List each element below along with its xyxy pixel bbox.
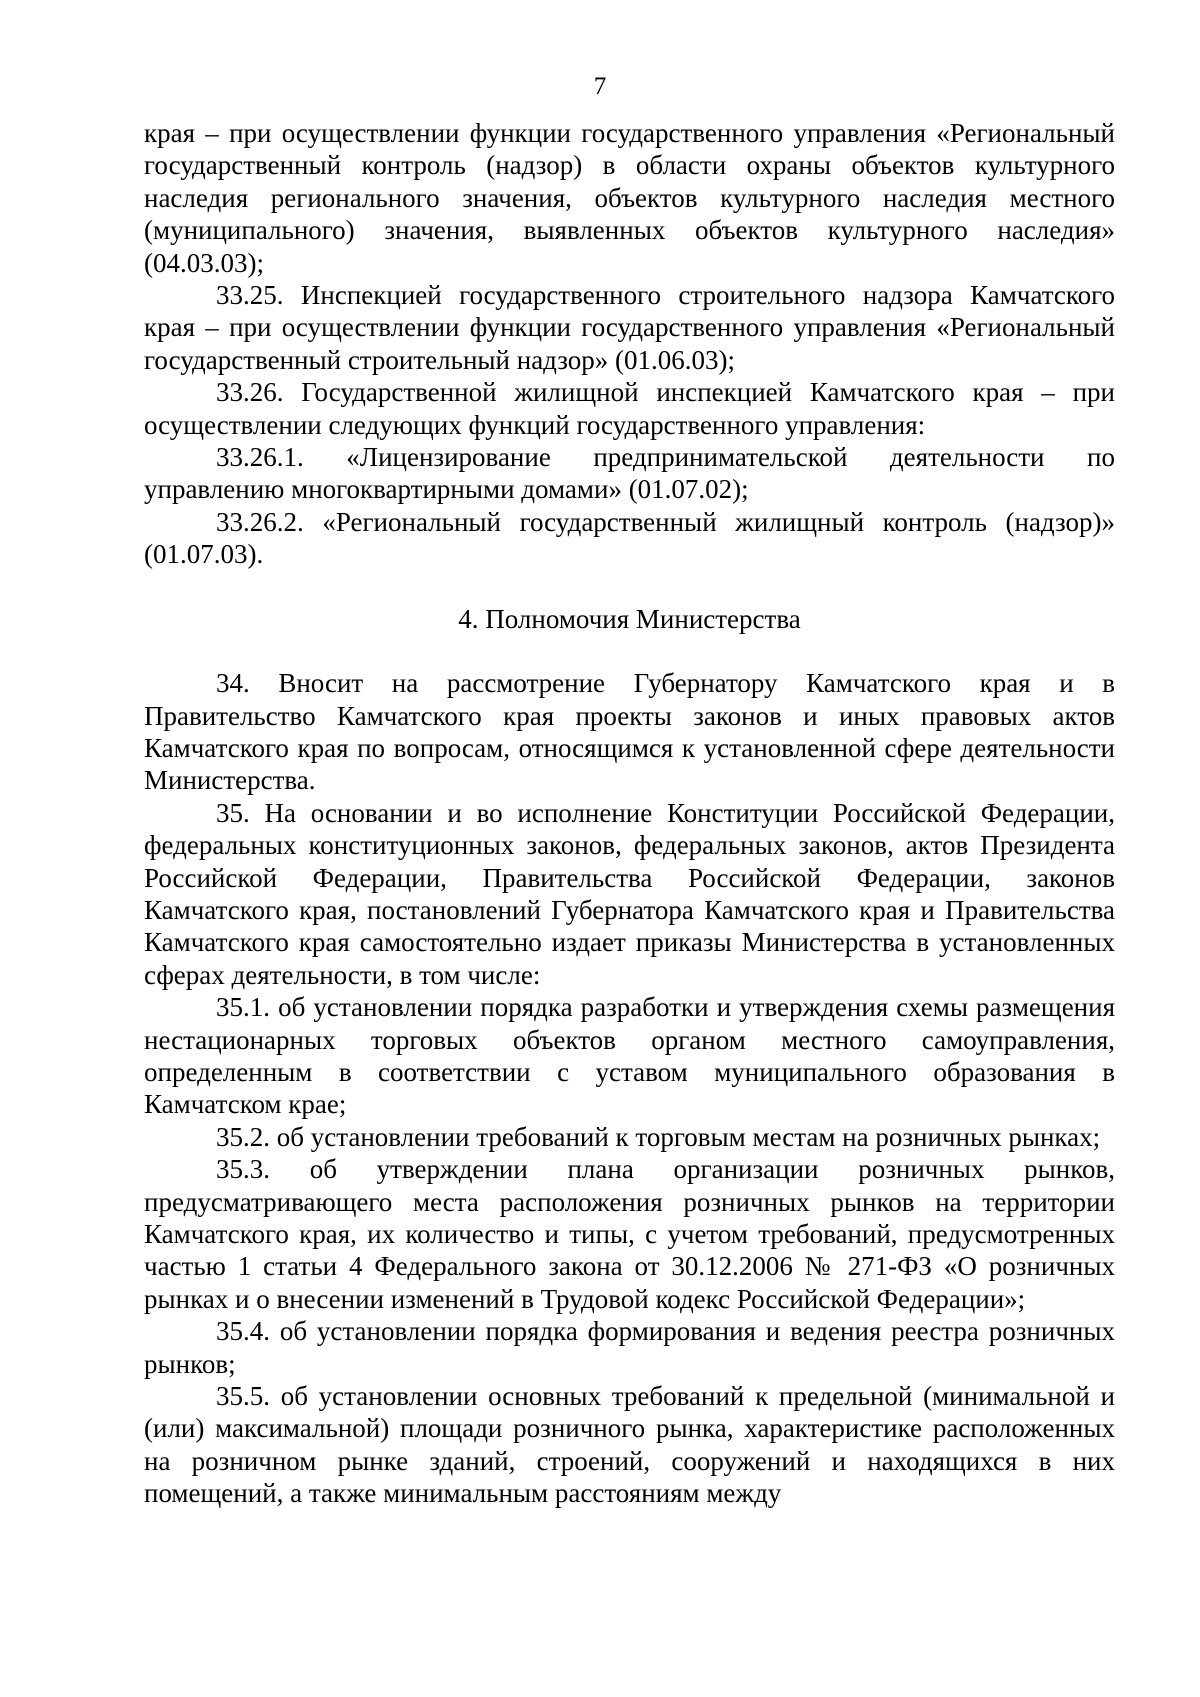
- paragraph-35-3: 35.3. об утверждении плана организации розничных рынков, предусматривающего места расположения розничных рынков на территории Камчатского края, их количество и типы, с учетом требований, предусмотренных частью 1 статьи 4 Федерального закона от 30.12.2006 № 271-ФЗ «О розничных рынках и о внесении изменений в Трудовой кодекс Российской Федерации»;: [144, 1154, 1115, 1314]
- paragraph-35-5: 35.5. об установлении основных требований к предельной (минимальной и (или) максимальной) площади розничного рынка, характеристике расположенных на розничном рынке зданий, строений, сооружений и находящихся в них помещений, а также минимальным расстояниям между: [144, 1381, 1115, 1509]
- paragraph-33-25: 33.25. Инспекцией государственного строительного надзора Камчатского края – при осуществлении функции государственного управления «Региональный государственный строительный надзор» (01.06.03);: [144, 280, 1115, 375]
- document-body: [144, 117, 1115, 1510]
- paragraph-35-2: 35.2. об установлении требований к торговым местам на розничных рынках;: [216, 1121, 1101, 1152]
- paragraph-33-26-1: 33.26.1. «Лицензирование предпринимательской деятельности по управлению многоквартирными домами» (01.07.02);: [144, 442, 1115, 505]
- paragraph-continuation: края – при осуществлении функции государственного управления «Региональный государственный контроль (надзор) в области охраны объектов культурного наследия регионального значения, объектов культурного наследия местного (муниципального) значения, выявленных объектов культурного наследия» (04.03.03);: [144, 118, 1115, 278]
- paragraph-33-26: 33.26. Государственной жилищной инспекцией Камчатского края – при осуществлении следующих функций государственного управления:: [144, 377, 1115, 440]
- paragraph-33-26-2: 33.26.2. «Региональный государственный жилищный контроль (надзор)» (01.07.03).: [144, 506, 1115, 570]
- paragraph-35: 35. На основании и во исполнение Конституции Российской Федерации, федеральных конституционных законов, федеральных законов, актов Президента Российской Федерации, Правительства Российской Федерации, законов Камчатского края, постановлений Губернатора Камчатского края и Правительства Камчатского края самостоятельно издает приказы Министерства в установленных сферах деятельности, в том числе:: [144, 797, 1115, 990]
- page-number: 7: [593, 73, 607, 100]
- paragraph-34: 34. Вносит на рассмотрение Губернатору Камчатского края и в Правительство Камчатского края проекты законов и иных правовых актов Камчатского края по вопросам, относящимся к установленной сфере деятельности Министерства.: [144, 668, 1115, 796]
- paragraph-35-1: 35.1. об установлении порядка разработки и утверждения схемы размещения нестационарных торговых объектов органом местного самоуправления, определенным в соответствии с уставом муниципального образования в Камчатском крае;: [144, 992, 1115, 1120]
- paragraph-35-4: 35.4. об установлении порядка формирования и ведения реестра розничных рынков;: [144, 1316, 1115, 1379]
- section-title: 4. Полномочия Министерства: [458, 603, 801, 634]
